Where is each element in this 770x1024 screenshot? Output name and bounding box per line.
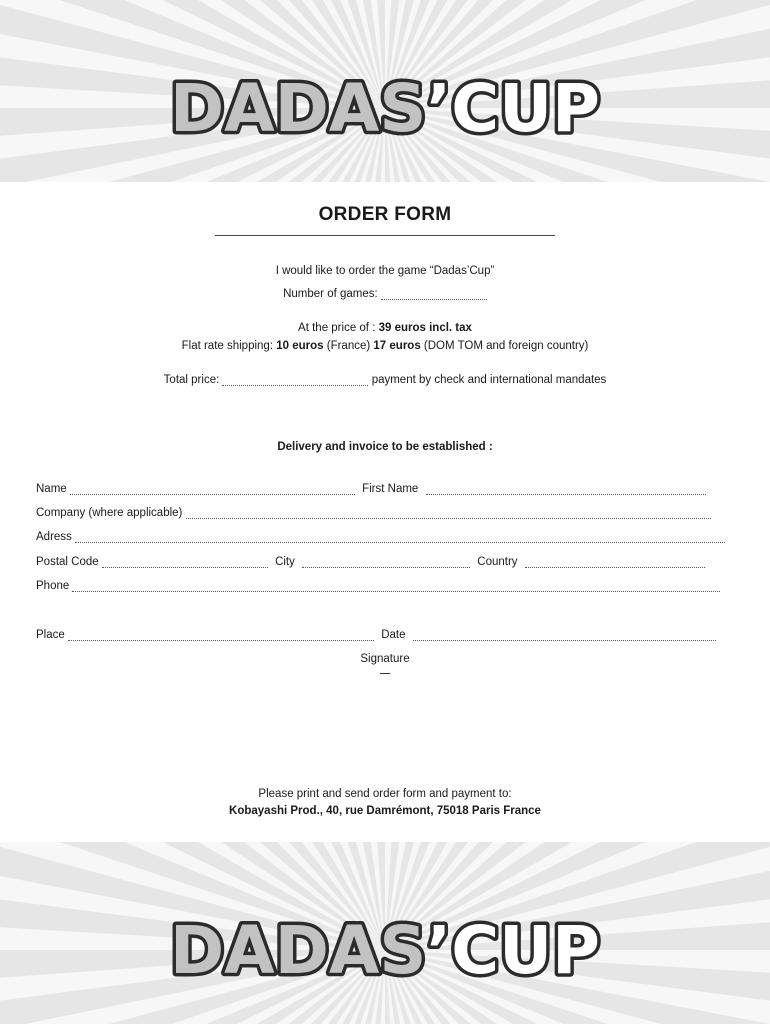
city-field[interactable] — [302, 558, 470, 568]
shipping-foreign-price: 17 euros — [373, 340, 421, 352]
mailing-instruction: Please print and send order form and payment to: — [258, 788, 512, 800]
company-field[interactable] — [186, 509, 711, 519]
total-price-field[interactable] — [222, 376, 368, 386]
shipping-line — [0, 340, 770, 352]
total-price-label: Total price: — [163, 374, 220, 386]
phone-field[interactable] — [72, 582, 720, 592]
svg-text:DADAS’CUP: DADAS’CUP — [170, 70, 602, 147]
company-row — [36, 507, 733, 519]
signature-line[interactable] — [380, 673, 390, 674]
postal-row — [36, 556, 733, 568]
shipping-france-label: (France) — [326, 340, 371, 352]
address-field[interactable] — [75, 533, 725, 543]
address-row — [36, 531, 733, 543]
svg-text:DADAS’CUP: DADAS’CUP — [170, 912, 602, 989]
signature-label: Signature — [360, 653, 410, 665]
price-prefix: At the price of : — [298, 322, 376, 334]
place-date-row — [36, 629, 733, 641]
country-field[interactable] — [525, 558, 705, 568]
phone-row — [36, 580, 733, 592]
shipping-france-price: 10 euros — [276, 340, 324, 352]
company-label: Company (where applicable) — [36, 507, 183, 519]
price-line — [0, 322, 770, 334]
name-row — [36, 483, 733, 495]
city-label: City — [271, 556, 299, 568]
name-field[interactable] — [70, 485, 355, 495]
postal-code-label: Postal Code — [36, 556, 99, 568]
place-field[interactable] — [68, 631, 374, 641]
title-underline — [215, 235, 555, 236]
shipping-foreign-label: (DOM TOM and foreign country) — [423, 340, 589, 352]
name-label: Name — [36, 483, 67, 495]
mailing-address: Kobayashi Prod., 40, rue Damrémont, 75018 Paris France — [229, 805, 541, 817]
number-of-games-line — [0, 288, 770, 300]
footer-banner — [0, 842, 770, 1024]
date-label: Date — [377, 629, 409, 641]
first-name-label: First Name — [358, 483, 422, 495]
order-form-title: ORDER FORM — [318, 204, 452, 225]
intro-line: I would like to order the game “Dadas’Cup” — [275, 265, 495, 277]
total-price-line — [0, 374, 770, 386]
first-name-field[interactable] — [426, 485, 706, 495]
dadas-cup-logo — [0, 842, 770, 1024]
date-field[interactable] — [413, 631, 716, 641]
number-of-games-field[interactable] — [381, 290, 487, 300]
header-banner — [0, 0, 770, 182]
phone-label: Phone — [36, 580, 70, 592]
shipping-prefix: Flat rate shipping: — [181, 340, 274, 352]
address-label: Adress — [36, 531, 72, 543]
place-label: Place — [36, 629, 65, 641]
dadas-cup-logo — [0, 0, 770, 182]
postal-code-field[interactable] — [102, 558, 268, 568]
delivery-heading: Delivery and invoice to be established : — [277, 441, 493, 453]
payment-note: payment by check and international mandates — [371, 374, 607, 386]
price-value: 39 euros incl. tax — [378, 322, 472, 334]
number-of-games-label: Number of games: — [283, 288, 378, 300]
country-label: Country — [473, 556, 521, 568]
